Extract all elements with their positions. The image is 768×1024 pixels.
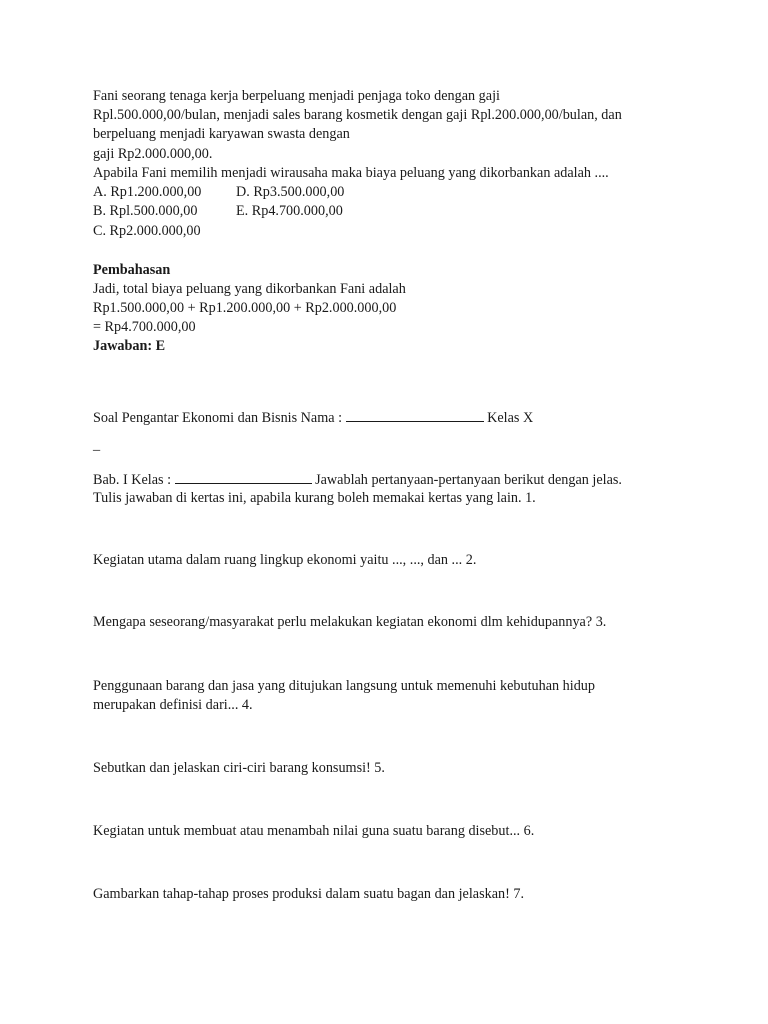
dash-line: _ — [93, 437, 101, 453]
worksheet-question-6: Gambarkan tahap-tahap proses produksi dalam suatu bagan dan jelaskan! 7. — [93, 886, 525, 902]
worksheet-question-3: Penggunaan barang dan jasa yang ditujukan langsung untuk memenuhi kebutuhan hidup — [93, 678, 595, 694]
discussion-heading: Pembahasan — [93, 262, 171, 278]
discussion-line-3: = Rp4.700.000,00 — [93, 319, 196, 335]
question-line-1: Fani seorang tenaga kerja berpeluang menjadi penjaga toko dengan gaji — [93, 88, 500, 104]
question-line-2: Rpl.500.000,00/bulan, menjadi sales barang kosmetik dengan gaji Rpl.200.000,00/bulan, dan — [93, 107, 622, 123]
worksheet-question-3-cont: merupakan definisi dari... 4. — [93, 697, 253, 713]
worksheet-header-suffix: Kelas X — [483, 410, 534, 426]
bab-suffix: Jawablah pertanyaan-pertanyaan berikut dengan jelas. — [311, 472, 622, 488]
name-blank[interactable] — [346, 407, 484, 422]
worksheet-header — [93, 407, 533, 428]
bab-prefix: Bab. I Kelas : — [93, 472, 175, 488]
option-b: B. Rpl.500.000,00 — [93, 203, 198, 219]
question-line-5: Apabila Fani memilih menjadi wirausaha maka biaya peluang yang dikorbankan adalah .... — [93, 165, 609, 181]
discussion-line-1: Jadi, total biaya peluang yang dikorbankan Fani adalah — [93, 281, 406, 297]
worksheet-question-5: Kegiatan untuk membuat atau menambah nilai guna suatu barang disebut... 6. — [93, 823, 535, 839]
answer-line: Jawaban: E — [93, 338, 166, 354]
option-e: E. Rp4.700.000,00 — [236, 203, 343, 219]
question-line-4: gaji Rp2.000.000,00. — [93, 146, 213, 162]
worksheet-question-2: Mengapa seseorang/masyarakat perlu melakukan kegiatan ekonomi dlm kehidupannya? 3. — [93, 614, 607, 630]
worksheet-question-1: Kegiatan utama dalam ruang lingkup ekonomi yaitu ..., ..., dan ... 2. — [93, 552, 477, 568]
worksheet-question-4: Sebutkan dan jelaskan ciri-ciri barang konsumsi! 5. — [93, 760, 385, 776]
question-line-3: berpeluang menjadi karyawan swasta dengan — [93, 126, 350, 142]
option-a: A. Rp1.200.000,00 — [93, 184, 202, 200]
bab-line — [93, 469, 622, 490]
kelas-blank[interactable] — [175, 469, 312, 484]
option-c: C. Rp2.000.000,00 — [93, 223, 201, 239]
instruction-line: Tulis jawaban di kertas ini, apabila kurang boleh memakai kertas yang lain. 1. — [93, 490, 536, 506]
worksheet-header-prefix: Soal Pengantar Ekonomi dan Bisnis Nama : — [93, 410, 346, 426]
option-d: D. Rp3.500.000,00 — [236, 184, 345, 200]
discussion-line-2: Rp1.500.000,00 + Rp1.200.000,00 + Rp2.000.000,00 — [93, 300, 397, 316]
